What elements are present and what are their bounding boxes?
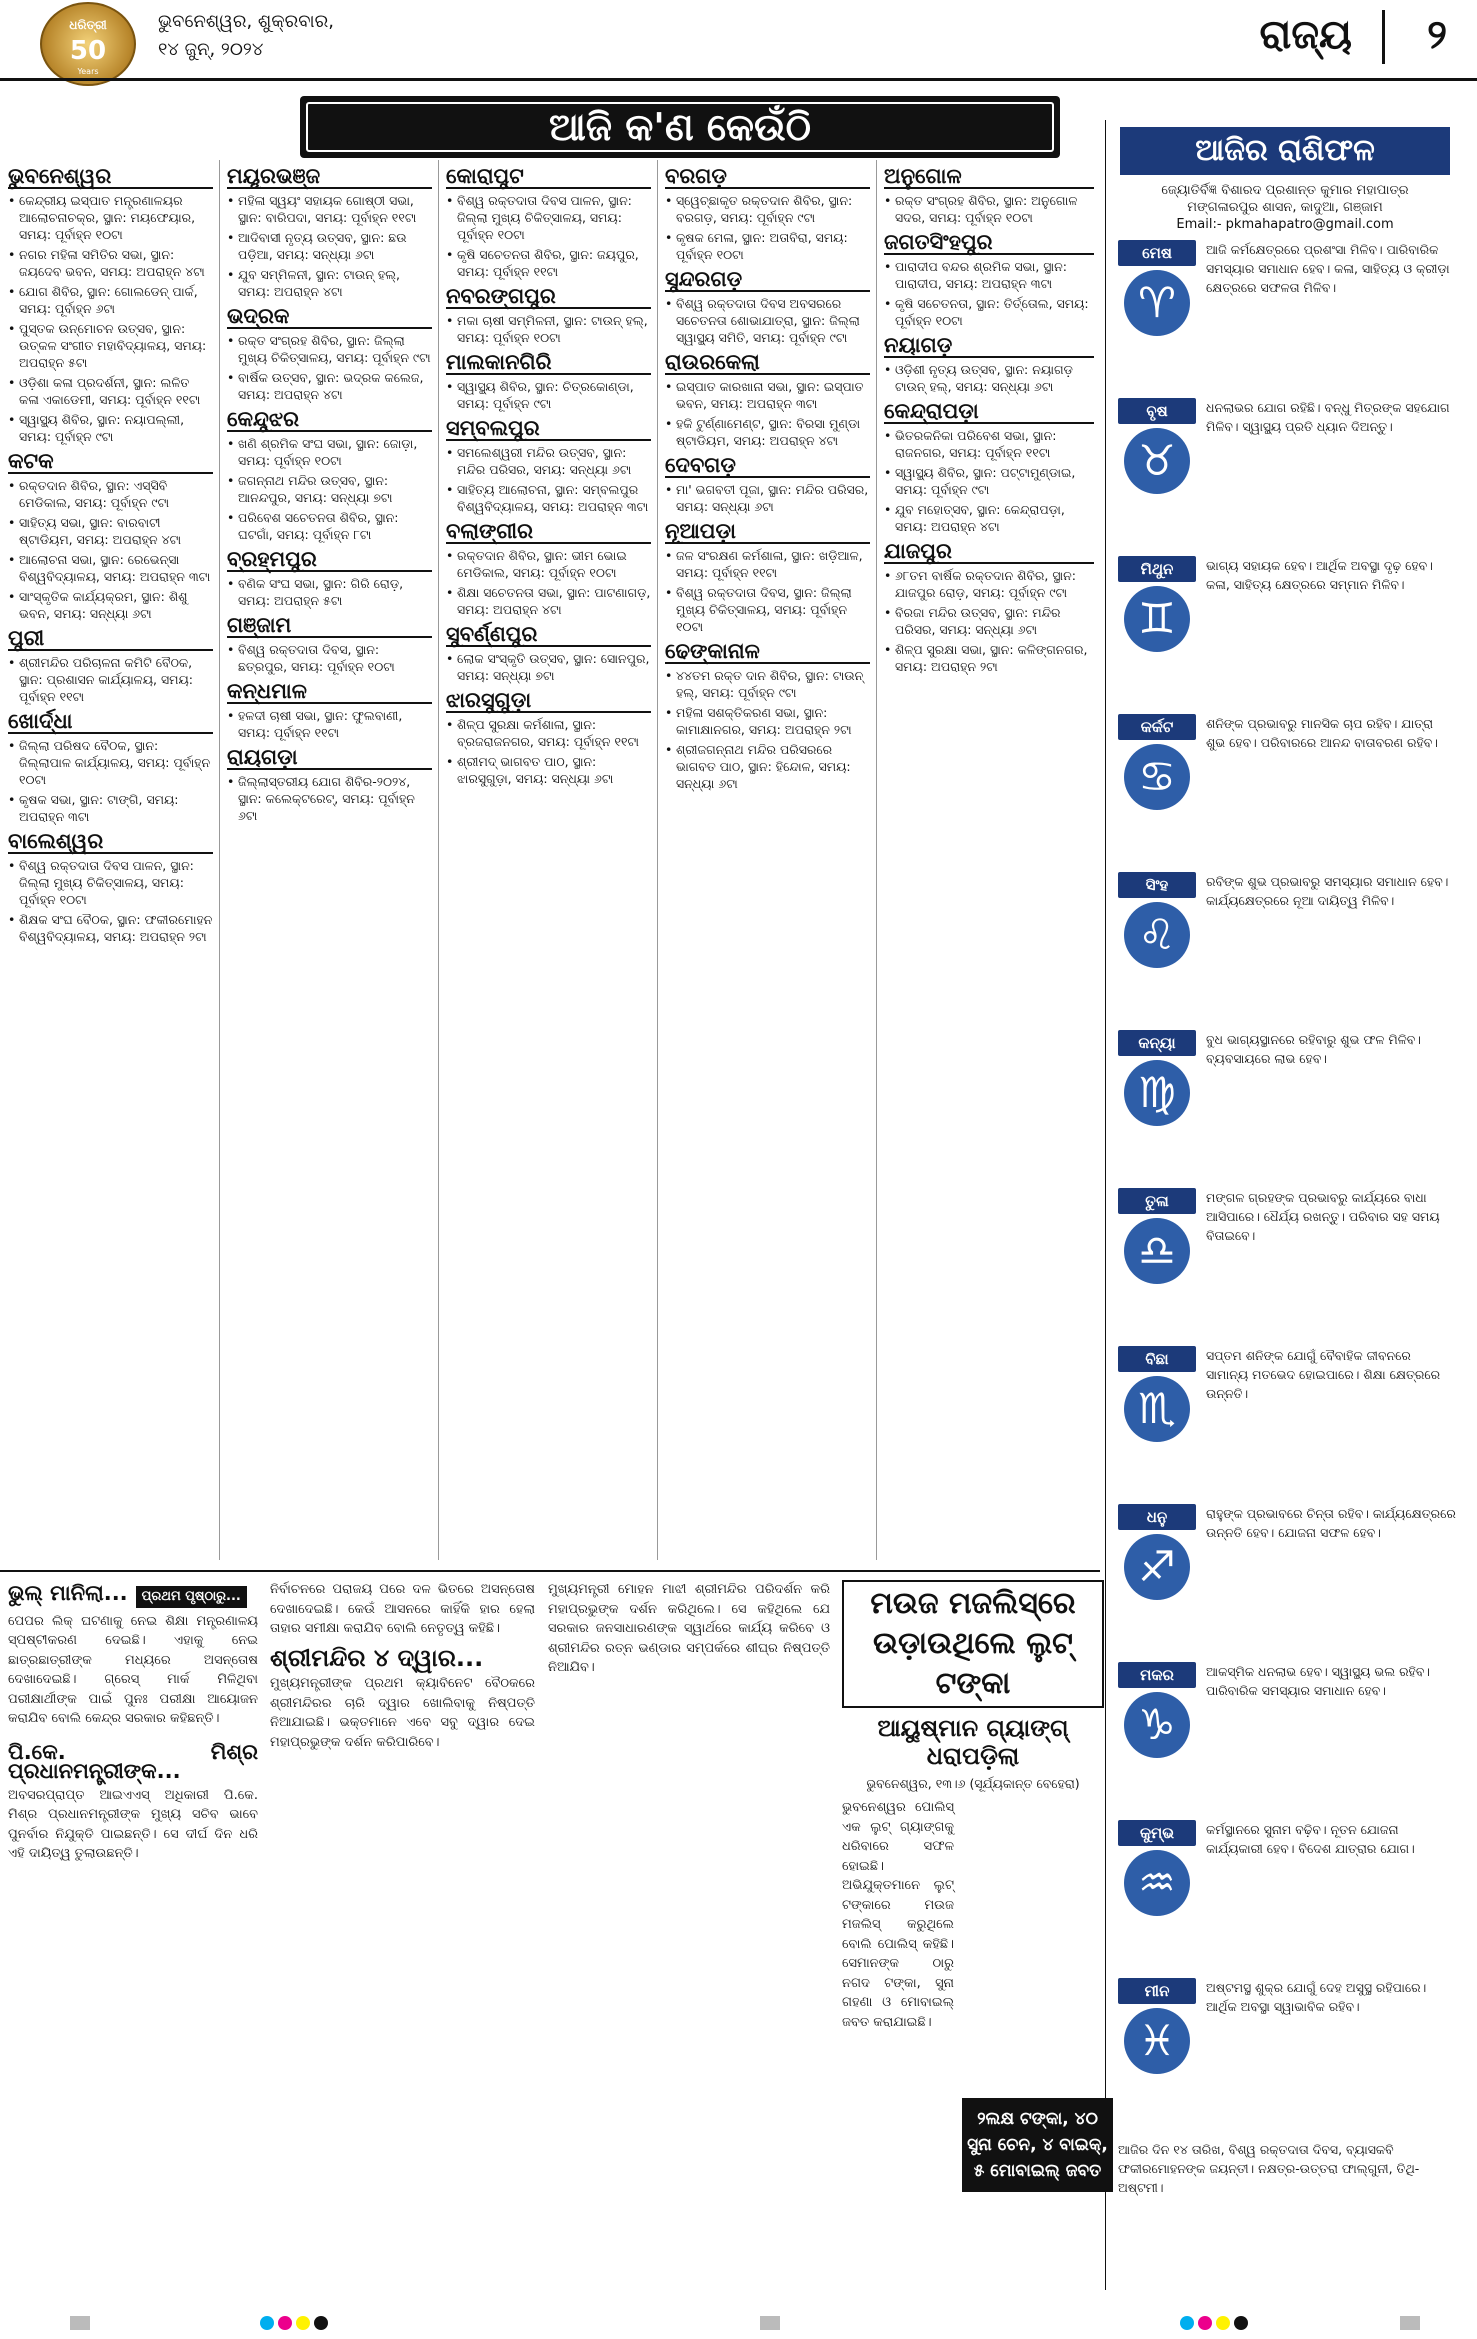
- rashi-label: ମକର: [1118, 1662, 1196, 1688]
- rashi-label: କନ୍ୟା: [1118, 1030, 1196, 1056]
- event-item: • ପାରାଦୀପ ବନ୍ଦର ଶ୍ରମିକ ସଭା, ସ୍ଥାନ: ପାରାଦୀପ, ସମୟ: ଅପରାହ୍ନ ୩ଟା: [884, 258, 1094, 292]
- city-heading: ମାଲକାନଗିରି: [446, 354, 651, 375]
- event-item: • ନଗର ମହିଳା ସମିତିର ସଭା, ସ୍ଥାନ: ଜୟଦେବ ଭବନ, ସମୟ: ଅପରାହ୍ନ ୪ଟା: [8, 246, 213, 280]
- city-heading: ନୟାଗଡ଼: [884, 337, 1094, 358]
- column-divider: [657, 160, 658, 1560]
- zodiac-icon: ♎: [1124, 1218, 1190, 1284]
- rashifal-title: ଆଜିର ରାଶିଫଳ: [1120, 127, 1450, 175]
- city-heading: ଖୋର୍ଦ୍ଧା: [8, 713, 213, 734]
- astrologer-info: [1120, 182, 1450, 233]
- story-body-3: ନିର୍ବାଚନରେ ପରାଜୟ ପରେ ଦଳ ଭିତରେ ଅସନ୍ତୋଷ ଦେଖାଦେଇଛି। କେଉଁ ଆସନରେ କାହିଁକି ହାର ହେଲା ତାହାର ସମୀକ୍ଷା କରାଯିବ ବୋଲି ନେତୃତ୍ୱ କହିଛି।: [270, 1582, 535, 1636]
- header-rule: [0, 78, 1477, 81]
- event-item: • ଶିକ୍ଷା ସଚେତନତା ସଭା, ସ୍ଥାନ: ପାଟଣାଗଡ଼, ସମୟ: ଅପରାହ୍ନ ୪ଟା: [446, 584, 651, 618]
- city-heading: କେନ୍ଦ୍ରାପଡ଼ା: [884, 403, 1094, 424]
- rashi-label: ବିଛା: [1118, 1346, 1196, 1372]
- story-body-4: ମୁଖ୍ୟମନ୍ତ୍ରୀ ମୋହନ ମାଝୀ ଶ୍ରୀମନ୍ଦିର ପରିଦର୍ଶନ କରି ମହାପ୍ରଭୁଙ୍କ ଦର୍ଶନ କରିଥିଲେ। ସେ କହିଥିଲେ ଯେ ସରକାର ଜନସାଧାରଣଙ୍କ ସ୍ୱାର୍ଥରେ କାର୍ଯ୍ୟ କରିବେ ଓ ଶ୍ରୀମନ୍ଦିର ରତ୍ନ ଭଣ୍ଡାର ସମ୍ପର୍କରେ ଶୀଘ୍ର ନିଷ୍ପତ୍ତି ନିଆଯିବ।: [548, 1582, 830, 1675]
- event-item: • ମା' ଭଗବତୀ ପୂଜା, ସ୍ଥାନ: ମନ୍ଦିର ପରିସର, ସମୟ: ସନ୍ଧ୍ୟା ୬ଟା: [665, 481, 870, 515]
- rashi-label: ବୃଷ: [1118, 398, 1196, 424]
- registration-mark: [1180, 2316, 1194, 2330]
- rashi-label: ତୁଳା: [1118, 1188, 1196, 1214]
- header-separator: [1382, 10, 1385, 64]
- seizure-callout: ୨ଲକ୍ଷ ଟଙ୍କା, ୪୦ ସୁନା ଚେନ, ୪ ବାଇକ୍, ୫ ମୋବାଇଲ୍ ଜବତ: [962, 2098, 1113, 2192]
- event-item: • ବଣିକ ସଂଘ ସଭା, ସ୍ଥାନ: ଗିରି ରୋଡ଼, ସମୟ: ଅପରାହ୍ନ ୫ଟା: [227, 575, 432, 609]
- city-heading: ଭଦ୍ରକ: [227, 308, 432, 329]
- city-heading: ସମ୍ବଲପୁର: [446, 420, 651, 441]
- event-item: • କେନ୍ଦ୍ରୀୟ ଇସ୍ପାତ ମନ୍ତ୍ରଣାଳୟର ଆଲୋଚନାଚକ୍ର, ସ୍ଥାନ: ମୟଫେୟାର, ସମୟ: ପୂର୍ବାହ୍ନ ୧୦ଟା: [8, 192, 213, 243]
- zodiac-icon: ♐: [1124, 1534, 1190, 1600]
- rashi-text: ସପ୍ତମ ଶନିଙ୍କ ଯୋଗୁଁ ବୈବାହିକ ଜୀବନରେ ସାମାନ୍ୟ ମତଭେଦ ହୋଇପାରେ। ଶିକ୍ଷା କ୍ଷେତ୍ରରେ ଉନ୍ନତି।: [1206, 1348, 1441, 1401]
- event-item: • ବିଶ୍ୱ ରକ୍ତଦାତା ଦିବସ ପାଳନ, ସ୍ଥାନ: ଜିଲ୍ଲା ମୁଖ୍ୟ ଚିକିତ୍ସାଳୟ, ସମୟ: ପୂର୍ବାହ୍ନ ୧୦ଟା: [446, 192, 651, 243]
- event-item: • ଜଳ ସଂରକ୍ଷଣ କର୍ମଶାଳା, ସ୍ଥାନ: ଖଡ଼ିଆଳ, ସମୟ: ପୂର୍ବାହ୍ନ ୧୧ଟା: [665, 547, 870, 581]
- print-marks: [0, 2306, 1477, 2339]
- registration-mark: [278, 2316, 292, 2330]
- city-heading: ଭୁବନେଶ୍ୱର: [8, 168, 213, 189]
- event-item: • ମହିଳା ସଶକ୍ତିକରଣ ସଭା, ସ୍ଥାନ: କାମାକ୍ଷାନଗର, ସମୟ: ଅପରାହ୍ନ ୨ଟା: [665, 704, 870, 738]
- event-item: • ଶିକ୍ଷକ ସଂଘ ବୈଠକ, ସ୍ଥାନ: ଫକୀରମୋହନ ବିଶ୍ୱବିଦ୍ୟାଳୟ, ସମୟ: ଅପରାହ୍ନ ୨ଟା: [8, 911, 213, 945]
- rashi-text: ରବିଙ୍କ ଶୁଭ ପ୍ରଭାବରୁ ସମସ୍ୟାର ସମାଧାନ ହେବ। କାର୍ଯ୍ୟକ୍ଷେତ୍ରରେ ନୂଆ ଦାୟିତ୍ୱ ମିଳିବ।: [1206, 874, 1449, 908]
- zodiac-icon: ♌: [1124, 902, 1190, 968]
- bottom-section-rule: [0, 1570, 1100, 1572]
- story-column-1: [8, 1580, 258, 1864]
- section-title: ରାଜ୍ୟ: [1259, 12, 1352, 58]
- page-header: [0, 0, 1477, 90]
- event-item: • ବିଶ୍ୱ ରକ୍ତଦାତା ଦିବସ, ସ୍ଥାନ: ଜିଲ୍ଲା ମୁଖ୍ୟ ଚିକିତ୍ସାଳୟ, ସମୟ: ପୂର୍ବାହ୍ନ ୧୦ଟା: [665, 584, 870, 635]
- zodiac-icon: ♈: [1124, 270, 1190, 336]
- event-item: • ବିଶ୍ୱ ରକ୍ତଦାତା ଦିବସ ଅବସରରେ ସଚେତନତା ଶୋଭାଯାତ୍ରା, ସ୍ଥାନ: ଜିଲ୍ଲା ସ୍ୱାସ୍ଥ୍ୟ ସମିତି, ସମୟ: ପୂର୍ବାହ୍ନ ୯ଟା: [665, 295, 870, 346]
- city-heading: କୋରାପୁଟ: [446, 168, 651, 189]
- rashi-text: ଶନିଙ୍କ ପ୍ରଭାବରୁ ମାନସିକ ଚାପ ରହିବ। ଯାତ୍ରା ଶୁଭ ହେବ। ପରିବାରରେ ଆନନ୍ଦ ବାତାବରଣ ରହିବ।: [1206, 716, 1438, 750]
- rashi-label: ମୀନ: [1118, 1978, 1196, 2004]
- event-item: • ଇସ୍ପାତ କାରଖାନା ସଭା, ସ୍ଥାନ: ଇସ୍ପାତ ଭବନ, ସମୟ: ଅପରାହ୍ନ ୩ଟା: [665, 378, 870, 412]
- event-item: • ଶିଳ୍ପ ସୁରକ୍ଷା ସଭା, ସ୍ଥାନ: କଳିଙ୍ଗନଗର, ସମୟ: ଅପରାହ୍ନ ୨ଟା: [884, 641, 1094, 675]
- city-heading: ସୁବର୍ଣ୍ଣପୁର: [446, 626, 651, 647]
- rashi-label: ଧନୁ: [1118, 1504, 1196, 1530]
- page-number: ୨: [1427, 12, 1447, 58]
- date-line-2: ୧୪ ଜୁନ୍, ୨୦୨୪: [158, 39, 264, 60]
- registration-mark: [1216, 2316, 1230, 2330]
- story-body-3b: ମୁଖ୍ୟମନ୍ତ୍ରୀଙ୍କ ପ୍ରଥମ କ୍ୟାବିନେଟ ବୈଠକରେ ଶ୍ରୀମନ୍ଦିରର ଚାରି ଦ୍ୱାର ଖୋଲିବାକୁ ନିଷ୍ପତ୍ତି ନିଆଯାଇଛି। ଭକ୍ତମାନେ ଏବେ ସବୁ ଦ୍ୱାର ଦେଇ ମହାପ୍ରଭୁଙ୍କ ଦର୍ଶନ କରିପାରିବେ।: [270, 1676, 535, 1750]
- zodiac-icon: ♏: [1124, 1376, 1190, 1442]
- event-item: • ଜିଲ୍ଲାସ୍ତରୀୟ ଯୋଗ ଶିବିର-୨୦୨୪, ସ୍ଥାନ: କଲେକ୍ଟରେଟ୍, ସମୟ: ପୂର୍ବାହ୍ନ ୬ଟା: [227, 773, 432, 824]
- event-item: • ସମଲେଶ୍ୱରୀ ମନ୍ଦିର ଉତ୍ସବ, ସ୍ଥାନ: ମନ୍ଦିର ପରିସର, ସମୟ: ସନ୍ଧ୍ୟା ୬ଟା: [446, 444, 651, 478]
- logo-years: 50: [69, 36, 107, 66]
- registration-mark: [314, 2316, 328, 2330]
- event-item: • କୃଷି ସଚେତନତା ଶିବିର, ସ୍ଥାନ: ଜୟପୁର, ସମୟ: ପୂର୍ବାହ୍ନ ୧୧ଟା: [446, 246, 651, 280]
- events-column-3: [446, 160, 651, 790]
- rashi-text: ବୁଧ ଭାଗ୍ୟସ୍ଥାନରେ ରହିବାରୁ ଶୁଭ ଫଳ ମିଳିବ। ବ୍ୟବସାୟରେ ଲାଭ ହେବ।: [1206, 1032, 1421, 1066]
- event-item: • ଶ୍ରୀମନ୍ଦିର ପରିଚାଳନା କମିଟି ବୈଠକ, ସ୍ଥାନ: ପ୍ରଶାସନ କାର୍ଯ୍ୟାଳୟ, ସମୟ: ପୂର୍ବାହ୍ନ ୧୧ଟା: [8, 654, 213, 705]
- lead-story: [842, 1580, 1104, 2032]
- event-item: • ରକ୍ତ ସଂଗ୍ରହ ଶିବିର, ସ୍ଥାନ: ଜିଲ୍ଲା ମୁଖ୍ୟ ଚିକିତ୍ସାଳୟ, ସମୟ: ପୂର୍ବାହ୍ନ ୯ଟା: [227, 332, 432, 366]
- event-item: • ଲୋକ ସଂସ୍କୃତି ଉତ୍ସବ, ସ୍ଥାନ: ସୋନପୁର, ସମୟ: ସନ୍ଧ୍ୟା ୭ଟା: [446, 650, 651, 684]
- registration-mark: [1198, 2316, 1212, 2330]
- city-heading: ବାଲେଶ୍ୱର: [8, 833, 213, 854]
- city-heading: ନବରଙ୍ଗପୁର: [446, 288, 651, 309]
- city-heading: ଜଗତସିଂହପୁର: [884, 234, 1094, 255]
- event-item: • ଜିଲ୍ଲା ପରିଷଦ ବୈଠକ, ସ୍ଥାନ: ଜିଲ୍ଲାପାଳ କାର୍ଯ୍ୟାଳୟ, ସମୟ: ପୂର୍ବାହ୍ନ ୧୦ଟା: [8, 737, 213, 788]
- city-heading: ନୂଆପଡ଼ା: [665, 523, 870, 544]
- event-item: • ଭିତରକନିକା ପରିବେଶ ସଭା, ସ୍ଥାନ: ରାଜନଗର, ସମୟ: ପୂର୍ବାହ୍ନ ୧୧ଟା: [884, 427, 1094, 461]
- event-item: • ଆଲୋଚନା ସଭା, ସ୍ଥାନ: ରେଭେନ୍ସା ବିଶ୍ୱବିଦ୍ୟାଳୟ, ସମୟ: ଅପରାହ୍ନ ୩ଟା: [8, 551, 213, 585]
- events-banner-title: ଆଜି କ'ଣ କେଉଁଠି: [306, 102, 1054, 152]
- registration-mark: [70, 2316, 90, 2330]
- event-item: • କୃଷକ ମେଳା, ସ୍ଥାନ: ଅତାବିରା, ସମୟ: ପୂର୍ବାହ୍ନ ୧୦ଟା: [665, 229, 870, 263]
- zodiac-icon: ♑: [1124, 1692, 1190, 1758]
- story-column-2: [270, 1580, 535, 1752]
- event-item: • ବିଶ୍ୱ ରକ୍ତଦାତା ଦିବସ, ସ୍ଥାନ: ଛତ୍ରପୁର, ସମୟ: ପୂର୍ବାହ୍ନ ୧୦ଟା: [227, 641, 432, 675]
- zodiac-icon: ♒: [1124, 1850, 1190, 1916]
- rashi-text: କର୍ମସ୍ଥାନରେ ସୁନାମ ବଢ଼ିବ। ନୂତନ ଯୋଜନା କାର୍ଯ୍ୟକାରୀ ହେବ। ବିଦେଶ ଯାତ୍ରାର ଯୋଗ।: [1206, 1822, 1415, 1856]
- events-column-4: [665, 160, 870, 795]
- story-title-1: ଭୁଲ୍ ମାନିଲା...: [8, 1581, 128, 1605]
- registration-mark: [1234, 2316, 1248, 2330]
- event-item: • କୃଷି ସଚେତନତା, ସ୍ଥାନ: ତିର୍ତ୍ତୋଲ, ସମୟ: ପୂର୍ବାହ୍ନ ୧୦ଟା: [884, 295, 1094, 329]
- rashi-label: କୁମ୍ଭ: [1118, 1820, 1196, 1846]
- city-heading: ଢେଙ୍କାନାଳ: [665, 643, 870, 664]
- event-item: • ସାହିତ୍ୟ ସଭା, ସ୍ଥାନ: ବାରବାଟୀ ଷ୍ଟାଡିୟମ, ସମୟ: ଅପରାହ୍ନ ୪ଟା: [8, 514, 213, 548]
- event-item: • ବିଶ୍ୱ ରକ୍ତଦାତା ଦିବସ ପାଳନ, ସ୍ଥାନ: ଜିଲ୍ଲା ମୁଖ୍ୟ ଚିକିତ୍ସାଳୟ, ସମୟ: ପୂର୍ବାହ୍ନ ୧୦ଟା: [8, 857, 213, 908]
- rashi-label: ମିଥୁନ: [1118, 556, 1196, 582]
- astrologer-address: ମଙ୍ଗଳାରପୁର ଶାସନ, କାଦୁଆ, ଗଞ୍ଜାମ: [1187, 200, 1383, 215]
- event-item: • ଆଦିବାସୀ ନୃତ୍ୟ ଉତ୍ସବ, ସ୍ଥାନ: ଛଉ ପଡ଼ିଆ, ସମୟ: ସନ୍ଧ୍ୟା ୬ଟା: [227, 229, 432, 263]
- event-item: • ଶ୍ରୀଜଗନ୍ନାଥ ମନ୍ଦିର ପରିସରରେ ଭାଗବତ ପାଠ, ସ୍ଥାନ: ହିନ୍ଦୋଳ, ସମୟ: ସନ୍ଧ୍ୟା ୬ଟା: [665, 741, 870, 792]
- rashi-label: ସିଂହ: [1118, 872, 1196, 898]
- event-item: • ୬୮ତମ ବାର୍ଷିକ ରକ୍ତଦାନ ଶିବିର, ସ୍ଥାନ: ଯାଜପୁର ରୋଡ଼, ସମୟ: ପୂର୍ବାହ୍ନ ୯ଟା: [884, 567, 1094, 601]
- event-item: • ରକ୍ତ ସଂଗ୍ରହ ଶିବିର, ସ୍ଥାନ: ଅନୁଗୋଳ ସଦର, ସମୟ: ପୂର୍ବାହ୍ନ ୧୦ଟା: [884, 192, 1094, 226]
- lead-subhead: ଆୟୁଷ୍ମାନ ଗ୍ୟାଙ୍ଗ୍ ଧରାପଡ଼ିଲା: [877, 1714, 1069, 1770]
- zodiac-icon: ♉: [1124, 428, 1190, 494]
- city-heading: ଗଞ୍ଜାମ: [227, 617, 432, 638]
- city-heading: ଅନୁଗୋଳ: [884, 168, 1094, 189]
- events-column-2: [227, 160, 432, 827]
- events-banner: [300, 96, 1060, 158]
- event-item: • ଯୁବ ମହୋତ୍ସବ, ସ୍ଥାନ: କେନ୍ଦ୍ରାପଡ଼ା, ସମୟ: ଅପରାହ୍ନ ୪ଟା: [884, 501, 1094, 535]
- event-item: • ସାଂସ୍କୃତିକ କାର୍ଯ୍ୟକ୍ରମ, ସ୍ଥାନ: ଶିଶୁ ଭବନ, ସମୟ: ସନ୍ଧ୍ୟା ୬ଟା: [8, 588, 213, 622]
- city-heading: ପୁରୀ: [8, 630, 213, 651]
- event-item: • ଜଗନ୍ନାଥ ମନ୍ଦିର ଉତ୍ସବ, ସ୍ଥାନ: ଆନନ୍ଦପୁର, ସମୟ: ସନ୍ଧ୍ୟା ୭ଟା: [227, 472, 432, 506]
- zodiac-icon: ♍: [1124, 1060, 1190, 1126]
- event-item: • ଶିଳ୍ପ ସୁରକ୍ଷା କର୍ମଶାଳା, ସ୍ଥାନ: ବ୍ରଜରାଜନଗର, ସମୟ: ପୂର୍ବାହ୍ନ ୧୧ଟା: [446, 716, 651, 750]
- astrologer-name: ଜ୍ୟୋତିର୍ବିଜ୍ଞ ବିଶାରଦ ପ୍ରଶାନ୍ତ କୁମାର ମହାପାତ୍ର: [1161, 183, 1409, 198]
- registration-mark: [296, 2316, 310, 2330]
- event-item: • ହଳଦୀ ଚାଷୀ ସଭା, ସ୍ଥାନ: ଫୁଲବାଣୀ, ସମୟ: ପୂର୍ବାହ୍ନ ୧୧ଟା: [227, 707, 432, 741]
- rashi-text: ଅଷ୍ଟମସ୍ଥ ଶୁକ୍ର ଯୋଗୁଁ ଦେହ ଅସୁସ୍ଥ ରହିପାରେ। ଆର୍ଥିକ ଅବସ୍ଥା ସ୍ୱାଭାବିକ ରହିବ।: [1206, 1980, 1427, 2014]
- event-item: • ଖଣି ଶ୍ରମିକ ସଂଘ ସଭା, ସ୍ଥାନ: ଜୋଡ଼ା, ସମୟ: ପୂର୍ବାହ୍ନ ୧୦ଟା: [227, 435, 432, 469]
- rashi-label: କର୍କଟ: [1118, 714, 1196, 740]
- city-heading: ଦେବଗଡ଼: [665, 457, 870, 478]
- lead-byline: ଭୁବନେଶ୍ୱର, ୧୩।୬ (ସୂର୍ଯ୍ୟକାନ୍ତ ବେହେରା): [866, 1776, 1080, 1791]
- event-item: • ରକ୍ତଦାନ ଶିବିର, ସ୍ଥାନ: ଏସ୍‌ସିବି ମେଡିକାଲ, ସମୟ: ପୂର୍ବାହ୍ନ ୯ଟା: [8, 477, 213, 511]
- city-heading: ବଲାଙ୍ଗୀର: [446, 523, 651, 544]
- event-item: • ପୁସ୍ତକ ଉନ୍ମୋଚନ ଉତ୍ସବ, ସ୍ଥାନ: ଉତ୍କଳ ସଂଗୀତ ମହାବିଦ୍ୟାଳୟ, ସମୟ: ଅପରାହ୍ନ ୫ଟା: [8, 320, 213, 371]
- event-item: • ସ୍ୱାସ୍ଥ୍ୟ ଶିବିର, ସ୍ଥାନ: ପଟ୍ଟାମୁଣ୍ଡାଇ, ସମୟ: ପୂର୍ବାହ୍ନ ୯ଟା: [884, 464, 1094, 498]
- events-column-5: [884, 160, 1094, 678]
- event-item: • ଓଡ଼ିଶୀ ନୃତ୍ୟ ଉତ୍ସବ, ସ୍ଥାନ: ନୟାଗଡ଼ ଟାଉନ୍ ହଲ୍, ସମୟ: ସନ୍ଧ୍ୟା ୬ଟା: [884, 361, 1094, 395]
- city-heading: ଯାଜପୁର: [884, 543, 1094, 564]
- event-item: • ବିରଜା ମନ୍ଦିର ଉତ୍ସବ, ସ୍ଥାନ: ମନ୍ଦିର ପରିସର, ସମୟ: ସନ୍ଧ୍ୟା ୬ଟା: [884, 604, 1094, 638]
- event-item: • ସାହିତ୍ୟ ଆଲୋଚନା, ସ୍ଥାନ: ସମ୍ବଲପୁର ବିଶ୍ୱବିଦ୍ୟାଳୟ, ସମୟ: ଅପରାହ୍ନ ୩ଟା: [446, 481, 651, 515]
- city-heading: କନ୍ଧମାଳ: [227, 683, 432, 704]
- events-column-1: [8, 160, 213, 948]
- story-subhead-3: ଶ୍ରୀମନ୍ଦିର ୪ ଦ୍ୱାର...: [270, 1643, 484, 1672]
- city-heading: ବ୍ରହ୍ମପୁର: [227, 551, 432, 572]
- rashi-text: ଆଜି କର୍ମକ୍ଷେତ୍ରରେ ପ୍ରଶଂସା ମିଳିବ। ପାରିବାରିକ ସମସ୍ୟାର ସମାଧାନ ହେବ। କଳା, ସାହିତ୍ୟ ଓ କ୍ରୀଡ଼ା କ୍ଷେତ୍ରରେ ସଫଳତା ମିଳିବ।: [1206, 242, 1450, 295]
- event-item: • ସ୍ୱାସ୍ଥ୍ୟ ଶିବିର, ସ୍ଥାନ: ଚିତ୍ରକୋଣ୍ଡା, ସମୟ: ପୂର୍ବାହ୍ନ ୯ଟା: [446, 378, 651, 412]
- zodiac-icon: ♓: [1124, 2008, 1190, 2074]
- event-item: • କୃଷକ ସଭା, ସ୍ଥାନ: ଟାଙ୍ଗି, ସମୟ: ଅପରାହ୍ନ ୩ଟା: [8, 791, 213, 825]
- event-item: • ଯୁବ ସମ୍ମିଳନୀ, ସ୍ଥାନ: ଟାଉନ୍ ହଲ୍, ସମୟ: ଅପରାହ୍ନ ୪ଟା: [227, 266, 432, 300]
- rashi-text: ଭାଗ୍ୟ ସହାୟକ ହେବ। ଆର୍ଥିକ ଅବସ୍ଥା ଦୃଢ଼ ହେବ। କଳା, ସାହିତ୍ୟ କ୍ଷେତ୍ରରେ ସମ୍ମାନ ମିଳିବ।: [1206, 558, 1433, 592]
- event-item: • ହକି ଟୁର୍ଣ୍ଣାମେଣ୍ଟ, ସ୍ଥାନ: ବିରସା ମୁଣ୍ଡା ଷ୍ଟାଡିୟମ, ସମୟ: ଅପରାହ୍ନ ୪ଟା: [665, 415, 870, 449]
- city-heading: ରାଉରକେଲା: [665, 354, 870, 375]
- event-item: • ରକ୍ତଦାନ ଶିବିର, ସ୍ଥାନ: ଭୀମ ଭୋଇ ମେଡିକାଲ, ସମୟ: ପୂର୍ବାହ୍ନ ୧୦ଟା: [446, 547, 651, 581]
- column-divider: [438, 160, 439, 1560]
- rashi-text: ରାହୁଙ୍କ ପ୍ରଭାବରେ ଚିନ୍ତା ରହିବ। କାର୍ଯ୍ୟକ୍ଷେତ୍ରରେ ଉନ୍ନତି ହେବ। ଯୋଜନା ସଫଳ ହେବ।: [1206, 1506, 1456, 1540]
- event-item: • ମକା ଚାଷୀ ସମ୍ମିଳନୀ, ସ୍ଥାନ: ଟାଉନ୍ ହଲ୍, ସମୟ: ପୂର୍ବାହ୍ନ ୧୦ଟା: [446, 312, 651, 346]
- event-item: • ଯୋଗ ଶିବିର, ସ୍ଥାନ: ଗୋଲଡେନ୍ ପାର୍କ, ସମୟ: ପୂର୍ବାହ୍ନ ୬ଟା: [8, 283, 213, 317]
- city-heading: ମୟୂରଭଞ୍ଜ: [227, 168, 432, 189]
- registration-mark: [260, 2316, 274, 2330]
- newspaper-logo: [40, 2, 136, 86]
- story-body-2: ଅବସରପ୍ରାପ୍ତ ଆଇଏଏସ୍ ଅଧିକାରୀ ପି.କେ. ମିଶ୍ର ପ୍ରଧାନମନ୍ତ୍ରୀଙ୍କ ମୁଖ୍ୟ ସଚିବ ଭାବେ ପୁନର୍ବାର ନିଯୁକ୍ତି ପାଇଛନ୍ତି। ସେ ଦୀର୍ଘ ଦିନ ଧରି ଏହି ଦାୟିତ୍ୱ ତୁଲାଉଛନ୍ତି।: [8, 1787, 258, 1861]
- daily-panchang: ଆଜିର ଦିନ ୧୪ ତାରିଖ, ବିଶ୍ୱ ରକ୍ତଦାତା ଦିବସ, ବ୍ୟାସକବି ଫକୀରମୋହନଙ୍କ ଜୟନ୍ତୀ। ନକ୍ଷତ୍ର-ଉତ୍ତରା ଫାଲ୍‌ଗୁନୀ, ତିଥି-ଅଷ୍ଟମୀ।: [1118, 2142, 1420, 2195]
- lead-body: ଭୁବନେଶ୍ୱର ପୋଲିସ୍ ଏକ ଲୁଟ୍ ଗ୍ୟାଙ୍ଗକୁ ଧରିବାରେ ସଫଳ ହୋଇଛି। ଅଭିଯୁକ୍ତମାନେ ଲୁଟ୍ ଟଙ୍କାରେ ମଉଜ ମଜଲିସ୍ କରୁଥିଲେ ବୋଲି ପୋଲିସ୍ କହିଛି। ସେମାନଙ୍କ ଠାରୁ ନଗଦ ଟଙ୍କା, ସୁନା ଗହଣା ଓ ମୋବାଇଲ୍ ଜବତ କରାଯାଇଛି।: [842, 1800, 954, 2030]
- story-body-1: ପେପର ଲିକ୍ ଘଟଣାକୁ ନେଇ ଶିକ୍ଷା ମନ୍ତ୍ରଣାଳୟ ସ୍ପଷ୍ଟୀକରଣ ଦେଇଛି। ଏହାକୁ ନେଇ ଛାତ୍ରଛାତ୍ରୀଙ୍କ ମଧ୍ୟରେ ଅସନ୍ତୋଷ ଦେଖାଦେଇଛି। ଗ୍ରେସ୍ ମାର୍କ ମିଳିଥିବା ପରୀକ୍ଷାର୍ଥୀଙ୍କ ପାଇଁ ପୁନଃ ପରୀକ୍ଷା ଆୟୋଜନ କରାଯିବ ବୋଲି କେନ୍ଦ୍ର ସରକାର କହିଛନ୍ତି।: [8, 1613, 258, 1726]
- story-title-2: ପି.କେ. ମିଶ୍ର ପ୍ରଧାନମନ୍ତ୍ରୀଙ୍କ...: [8, 1739, 258, 1783]
- city-heading: ବରଗଡ଼: [665, 168, 870, 189]
- continued-tag: ପ୍ରଥମ ପୃଷ୍ଠାରୁ...: [136, 1586, 247, 1608]
- event-item: • ସ୍ୱାସ୍ଥ୍ୟ ଶିବିର, ସ୍ଥାନ: ନୟାପଲ୍ଲୀ, ସମୟ: ପୂର୍ବାହ୍ନ ୯ଟା: [8, 411, 213, 445]
- event-item: • ଓଡ଼ିଶା କଳା ପ୍ରଦର୍ଶନୀ, ସ୍ଥାନ: ଲଳିତ କଳା ଏକାଡେମୀ, ସମୟ: ପୂର୍ବାହ୍ନ ୧୧ଟା: [8, 374, 213, 408]
- event-item: • ୪୪ତମ ରକ୍ତ ଦାନ ଶିବିର, ସ୍ଥାନ: ଟାଉନ୍ ହଲ୍, ସମୟ: ପୂର୍ବାହ୍ନ ୯ଟା: [665, 667, 870, 701]
- event-item: • ବାର୍ଷିକ ଉତ୍ସବ, ସ୍ଥାନ: ଭଦ୍ରକ କଲେଜ, ସମୟ: ଅପରାହ୍ନ ୪ଟା: [227, 369, 432, 403]
- event-item: • ପରିବେଶ ସଚେତନତା ଶିବିର, ସ୍ଥାନ: ଘଟଗାଁ, ସମୟ: ପୂର୍ବାହ୍ନ ୮ଟା: [227, 509, 432, 543]
- zodiac-icon: ♊: [1124, 586, 1190, 652]
- event-item: • ଶ୍ରୀମଦ୍ ଭାଗବତ ପାଠ, ସ୍ଥାନ: ଝାରସୁଗୁଡ଼ା, ସମୟ: ସନ୍ଧ୍ୟା ୬ଟା: [446, 753, 651, 787]
- city-heading: ରାୟଗଡ଼ା: [227, 749, 432, 770]
- rashi-label: ମେଷ: [1118, 240, 1196, 266]
- date-line-1: ଭୁବନେଶ୍ୱର, ଶୁକ୍ରବାର,: [158, 11, 335, 32]
- event-item: • ମହିଳା ସ୍ୱୟଂ ସହାୟକ ଗୋଷ୍ଠୀ ସଭା, ସ୍ଥାନ: ବାରିପଦା, ସମୟ: ପୂର୍ବାହ୍ନ ୧୧ଟା: [227, 192, 432, 226]
- story-headline-1: [8, 1581, 258, 1608]
- rashifal-divider: [1105, 120, 1106, 2290]
- column-divider: [219, 160, 220, 1560]
- city-heading: କଟକ: [8, 453, 213, 474]
- event-item: • ସ୍ୱେଚ୍ଛାକୃତ ରକ୍ତଦାନ ଶିବିର, ସ୍ଥାନ: ବରଗଡ଼, ସମୟ: ପୂର୍ବାହ୍ନ ୯ଟା: [665, 192, 870, 226]
- logo-sub: Years: [77, 67, 99, 76]
- zodiac-icon: ♋: [1124, 744, 1190, 810]
- lead-headline: ମଉଜ ମଜଲିସ୍‌ରେ ଉଡ଼ାଉଥିଲେ ଲୁଟ୍ ଟଙ୍କା: [842, 1580, 1104, 1708]
- story-column-3: [548, 1580, 830, 1678]
- rashi-text: ଧନଲାଭର ଯୋଗ ରହିଛି। ବନ୍ଧୁ ମିତ୍ରଙ୍କ ସହଯୋଗ ମିଳିବ। ସ୍ୱାସ୍ଥ୍ୟ ପ୍ରତି ଧ୍ୟାନ ଦିଅନ୍ତୁ।: [1206, 400, 1450, 434]
- logo-name: ଧରିତ୍ରୀ: [69, 18, 107, 32]
- rashi-text: ଆକସ୍ମିକ ଧନଲାଭ ହେବ। ସ୍ୱାସ୍ଥ୍ୟ ଭଲ ରହିବ। ପାରିବାରିକ ସମସ୍ୟାର ସମାଧାନ ହେବ।: [1206, 1664, 1430, 1698]
- astrologer-email: Email:- pkmahapatro@gmail.com: [1176, 217, 1394, 232]
- rashi-text: ମଙ୍ଗଳ ଗ୍ରହଙ୍କ ପ୍ରଭାବରୁ କାର୍ଯ୍ୟରେ ବାଧା ଆସିପାରେ। ଧୈର୍ଯ୍ୟ ରଖନ୍ତୁ। ପରିବାର ସହ ସମୟ ବିତାଇବେ।: [1206, 1190, 1440, 1243]
- registration-mark: [1400, 2316, 1420, 2330]
- column-divider: [876, 160, 877, 1560]
- city-heading: କେନ୍ଦୁଝର: [227, 411, 432, 432]
- city-heading: ସୁନ୍ଦରଗଡ଼: [665, 271, 870, 292]
- date-block: [158, 8, 334, 64]
- city-heading: ଝାରସୁଗୁଡ଼ା: [446, 692, 651, 713]
- registration-mark: [760, 2316, 780, 2330]
